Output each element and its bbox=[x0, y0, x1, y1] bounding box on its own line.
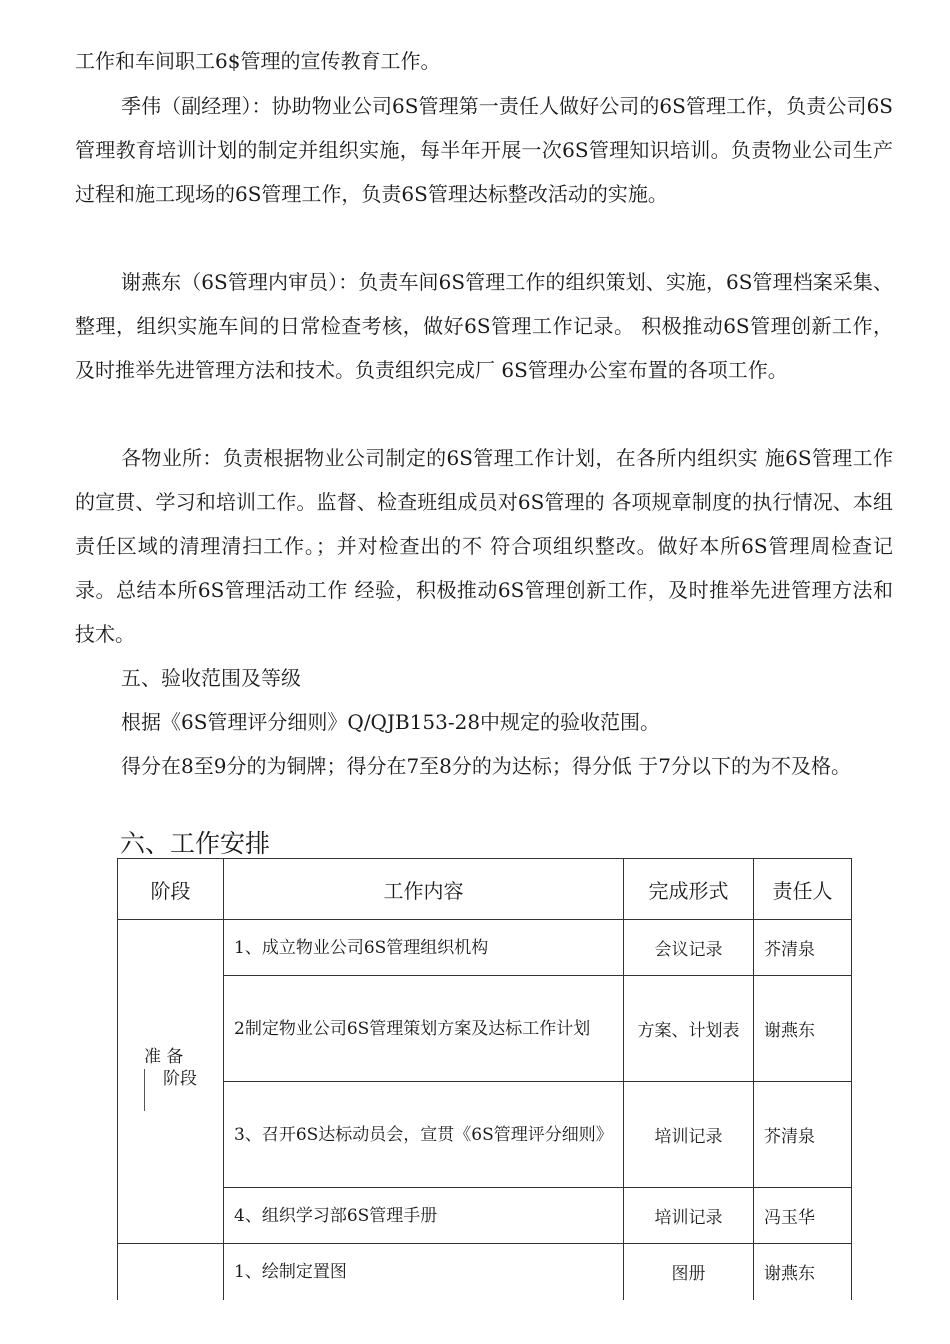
task-content: 1、成立物业公司6S管理组织机构 bbox=[224, 920, 624, 976]
paragraph-intro-tail: 工作和车间职工6$管理的宣传教育工作。 bbox=[75, 49, 441, 73]
task-form: 培训记录 bbox=[624, 1188, 754, 1244]
task-content: 4、组织学习部6S管理手册 bbox=[224, 1188, 624, 1244]
header-form: 完成形式 bbox=[624, 859, 754, 920]
task-owner: 谢燕东 bbox=[754, 976, 852, 1082]
work-schedule-table bbox=[117, 858, 852, 1300]
task-form: 图册 bbox=[624, 1244, 754, 1300]
task-content: 3、召开6S达标动员会，宣贯《6S管理评分细则》 bbox=[224, 1082, 624, 1188]
task-form: 培训记录 bbox=[624, 1082, 754, 1188]
paragraph-property-offices: 各物业所：负责根据物业公司制定的6S管理工作计划，在各所内组织实 施6S管理工作的宣贯、学习和培训工作。监督、检查班组成员对6S管理的 各项规章制度的执行情况、本组责任区域的清理清扫工作。；并对检查出的不 符合项组织整改。做好本所6S管理周检查记录。总结本所6S管理活动工作 经验，积极推动6S管理创新工作，及时推举先进管理方法和技术。 bbox=[75, 446, 893, 646]
table-row bbox=[118, 1082, 852, 1188]
table-header-row bbox=[118, 859, 852, 920]
stage-label-line1: 准 备 bbox=[144, 1047, 184, 1067]
table-row bbox=[118, 920, 852, 976]
paragraph-ji-wei: 季伟（副经理）：协助物业公司6S管理第一责任人做好公司的6S管理工作，负责公司6S管理教育培训计划的制定并组织实施，每半年开展一次6S管理知识培训。负责物业公司生产过程和施工现场的6S管理工作，负责6S管理达标整改活动的实施。 bbox=[75, 94, 893, 206]
paragraph-xie-yandong: 谢燕东（6S管理内审员）：负责车间6S管理工作的组织策划、实施，6S管理档案采集、整理，组织实施车间的日常检查考核，做好6S管理工作记录。 积极推动6S管理创新工作，及时推举先进管理方法和技术。负责组织完成厂 6S管理办公室布置的各项工作。 bbox=[75, 270, 893, 382]
stage-next-cell bbox=[118, 1244, 224, 1300]
task-owner: 谢燕东 bbox=[754, 1244, 852, 1300]
task-form: 方案、计划表 bbox=[624, 976, 754, 1082]
task-form: 会议记录 bbox=[624, 920, 754, 976]
header-owner: 责任人 bbox=[754, 859, 852, 920]
paragraph-acceptance-scope: 根据《6S管理评分细则》Q/QJB153-28中规定的验收范围。 bbox=[121, 710, 661, 734]
stage-preparation-cell bbox=[118, 920, 224, 1244]
section-5-heading: 五、验收范围及等级 bbox=[121, 666, 301, 690]
table-row bbox=[118, 1244, 852, 1300]
task-owner: 冯玉华 bbox=[754, 1188, 852, 1244]
task-content: 2制定物业公司6S管理策划方案及达标工作计划 bbox=[224, 976, 624, 1082]
section-6-heading: 六、工作安排 bbox=[120, 829, 271, 858]
paragraph-grading: 得分在8至9分的为铜牌；得分在7至8分的为达标；得分低 于7分以下的为不及格。 bbox=[121, 754, 851, 778]
task-owner: 芥清泉 bbox=[754, 1082, 852, 1188]
task-content: 1、绘制定置图 bbox=[224, 1244, 624, 1300]
stage-label-line2: 阶段 bbox=[144, 1069, 197, 1111]
table-row bbox=[118, 976, 852, 1082]
header-stage: 阶段 bbox=[118, 859, 224, 920]
task-owner: 芥清泉 bbox=[754, 920, 852, 976]
header-content: 工作内容 bbox=[224, 859, 624, 920]
table-row bbox=[118, 1188, 852, 1244]
